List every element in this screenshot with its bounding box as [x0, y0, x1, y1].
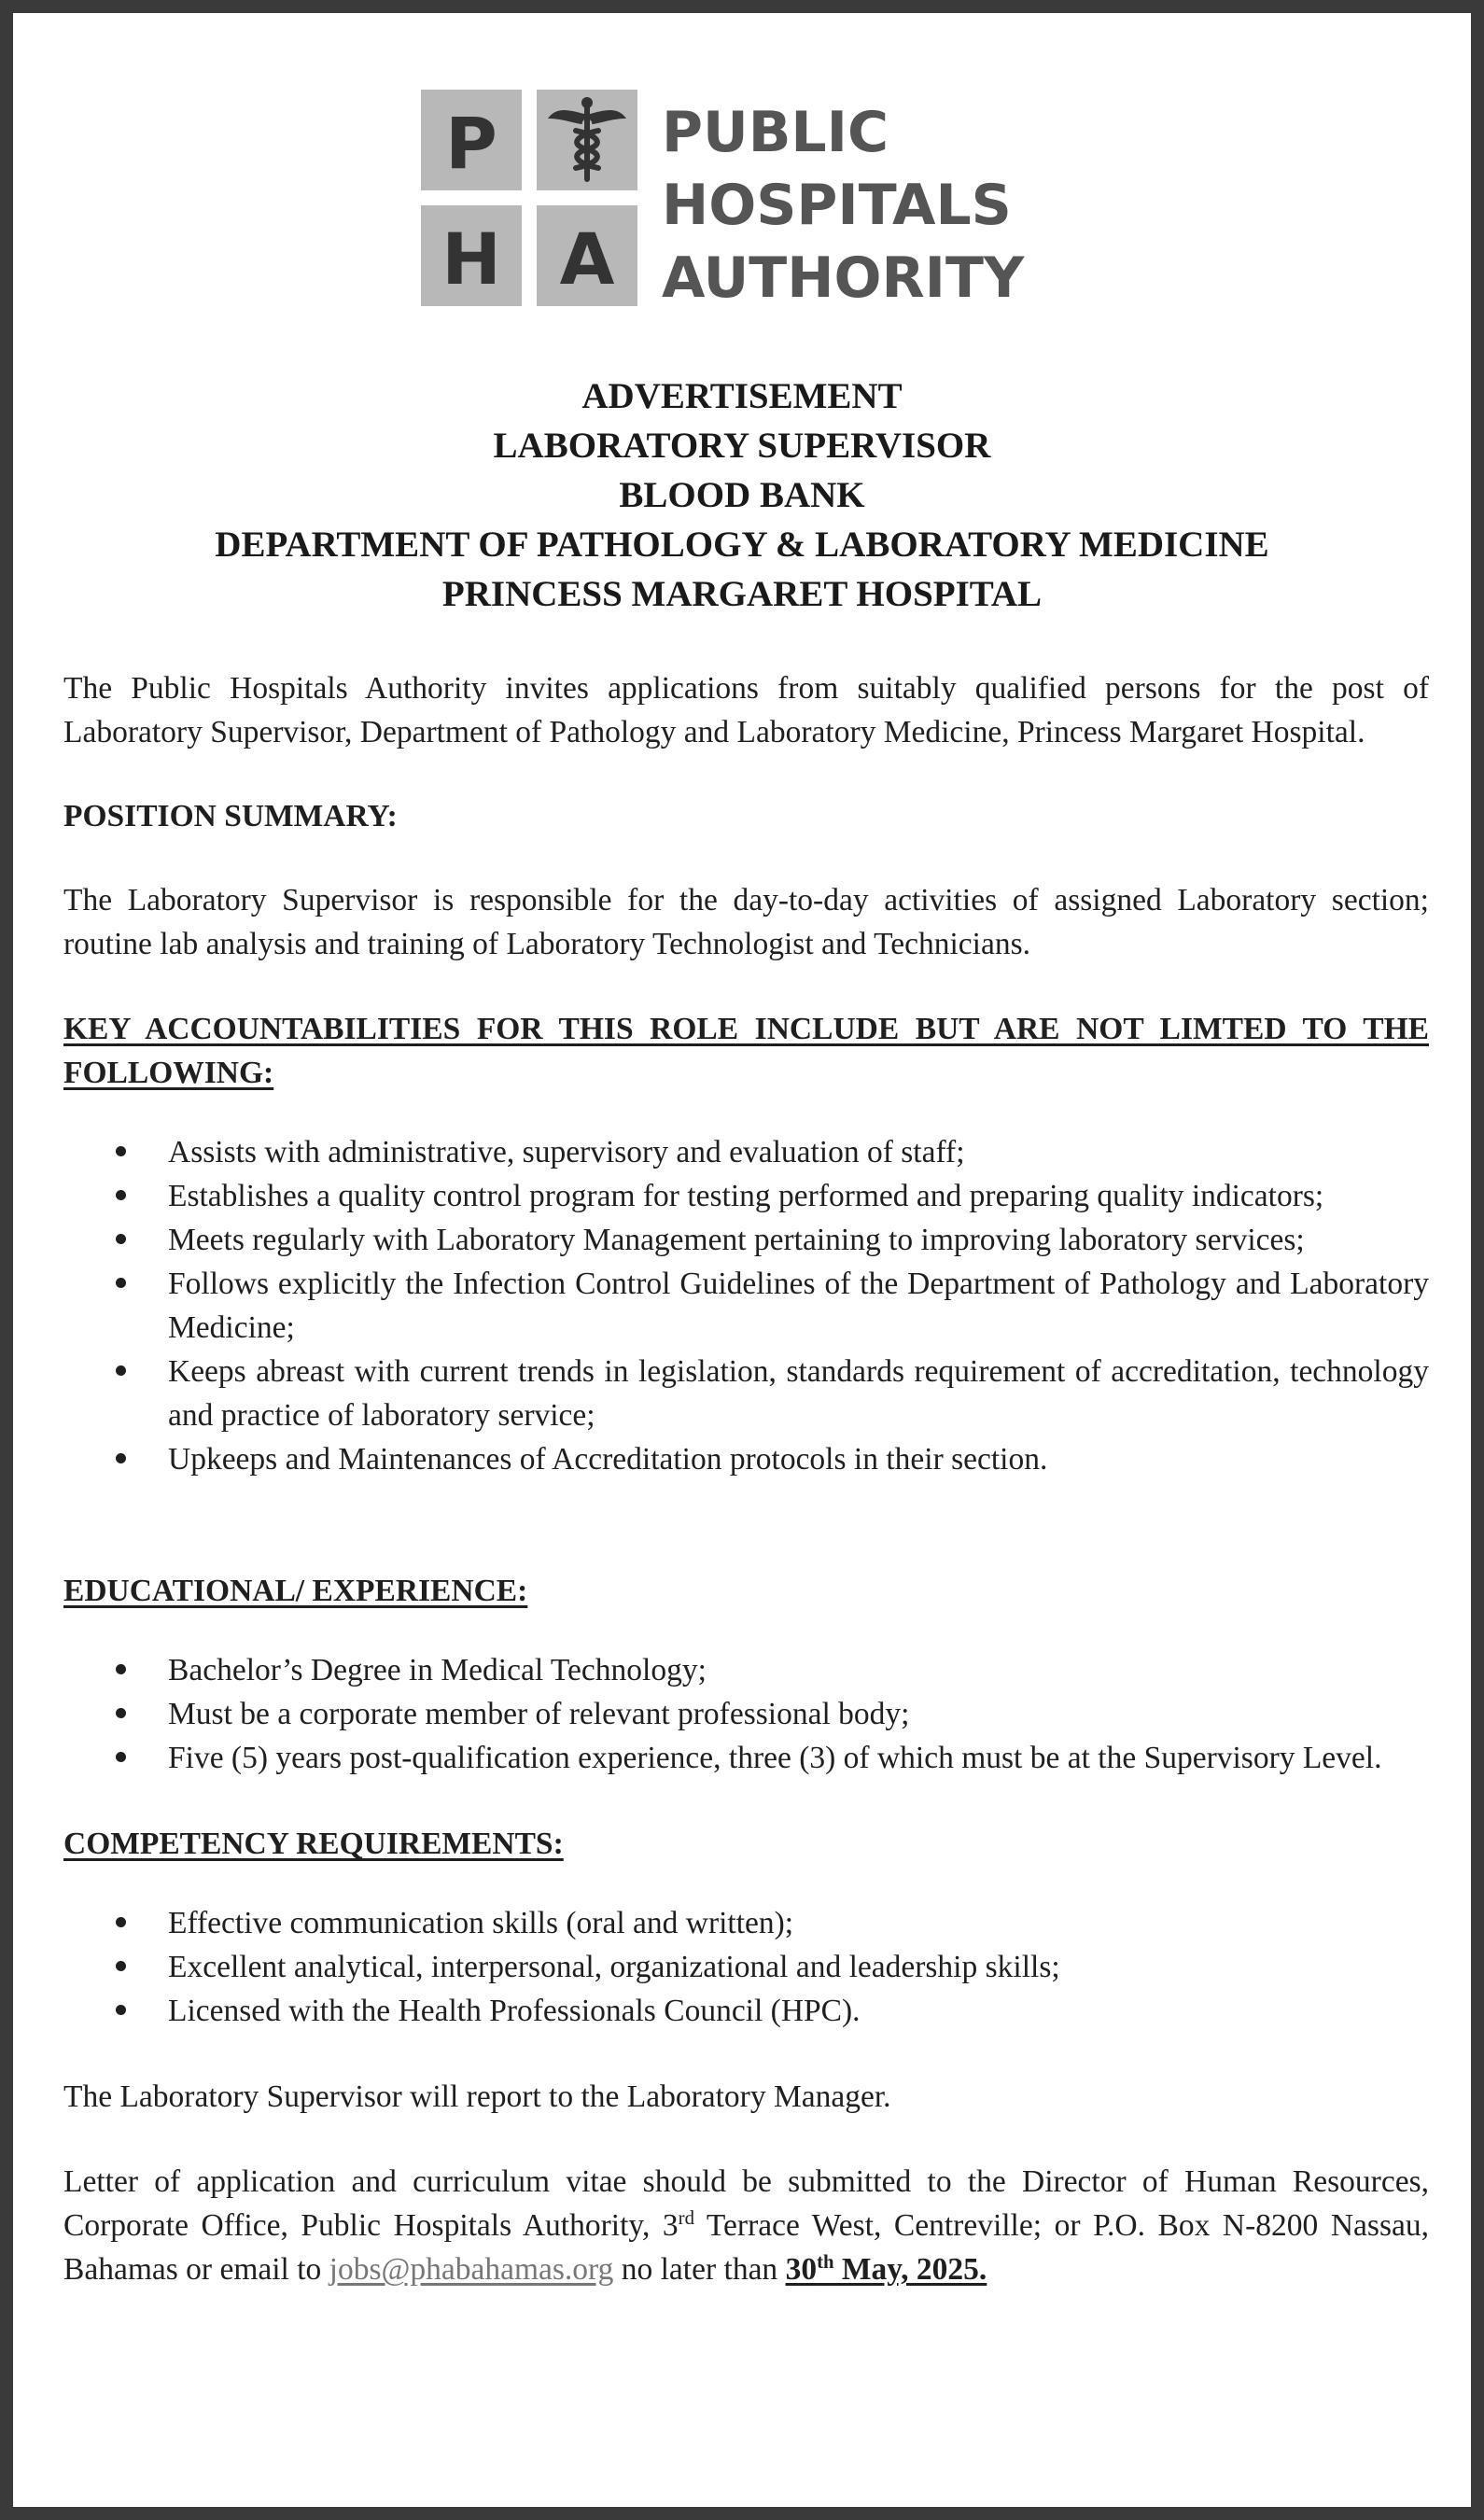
list-item: Assists with administrative, supervisory and evaluation of staff; [63, 1130, 1429, 1174]
list-item: Must be a corporate member of relevant professional body; [63, 1692, 1429, 1736]
position-summary-heading: POSITION SUMMARY: [63, 799, 398, 833]
header-advertisement: ADVERTISEMENT [581, 376, 903, 416]
email-link[interactable]: jobs@phabahamas.org [329, 2252, 614, 2287]
header-hospital: PRINCESS MARGARET HOSPITAL [441, 574, 1043, 614]
competency-heading: COMPETENCY REQUIREMENTS: [63, 1827, 564, 1861]
list-item: Follows explicitly the Infection Control Guidelines of the Department of Pathology and Laboratory Medicine; [63, 1262, 1429, 1350]
bullet-icon [116, 1190, 126, 1200]
bullet-icon [116, 1146, 126, 1156]
accountabilities-list [63, 1130, 1429, 1481]
logo-letter-p: P [445, 102, 497, 185]
bullet-icon [116, 1365, 126, 1376]
header-job-title: LABORATORY SUPERVISOR [493, 426, 991, 466]
list-item: Meets regularly with Laboratory Management pertaining to improving laboratory services; [63, 1218, 1429, 1262]
bullet-icon [116, 1708, 126, 1718]
list-item: Keeps abreast with current trends in legislation, standards requirement of accreditation, technology and practice of laboratory service; [63, 1350, 1429, 1437]
logo-text-authority: AUTHORITY [662, 245, 1025, 311]
education-list [63, 1648, 1429, 1780]
position-summary-text: The Laboratory Supervisor is responsible for the day-to-day activities of assigned Laboratory section; routine lab analysis and training of Laboratory Technologist and Technicians. [63, 883, 1429, 961]
bullet-icon [116, 2005, 126, 2015]
bullet-icon [116, 1453, 126, 1463]
bullet-icon [116, 1917, 126, 1927]
bullet-icon [116, 1961, 126, 1971]
logo-text-hospitals: HOSPITALS [662, 173, 1012, 238]
bullet-icon [116, 1752, 126, 1762]
intro-paragraph: The Public Hospitals Authority invites applications from suitably qualified persons for the post of Laboratory Supervisor, Department of Pathology and Laboratory Medicine, Princess Margaret Hospital. [63, 671, 1429, 749]
pha-logo-graphic [421, 90, 1112, 314]
list-item: Establishes a quality control program for testing performed and preparing quality indicators; [63, 1174, 1429, 1218]
header-section: BLOOD BANK [619, 475, 865, 515]
pha-logo [421, 90, 1112, 314]
application-instructions: Letter of application and curriculum vitae should be submitted to the Director of Human Resources, Corporate Office, Public Hospitals Authority, 3rd Terrace West, Centreville; or P.O. Box N-8200 Nassau, Bahamas or email to jobs@phabahamas.org no later than 30th May, 2025. [63, 2164, 1429, 2287]
logo-letter-a: A [559, 217, 615, 301]
advertisement-body [63, 666, 1429, 2291]
bullet-icon [116, 1664, 126, 1674]
header-department: DEPARTMENT OF PATHOLOGY & LABORATORY MEDICINE [215, 525, 1269, 565]
reporting-line: The Laboratory Supervisor will report to the Laboratory Manager. [63, 2079, 891, 2114]
list-item: Licensed with the Health Professionals Council (HPC). [63, 1989, 1429, 2033]
accountabilities-heading: KEY ACCOUNTABILITIES FOR THIS ROLE INCLUDE BUT ARE NOT LIMTED TO THE FOLLOWING: [63, 1012, 1429, 1090]
competency-list [63, 1901, 1429, 2033]
list-item: Five (5) years post-qualification experience, three (3) of which must be at the Supervisory Level. [63, 1736, 1429, 1780]
education-heading: EDUCATIONAL/ EXPERIENCE: [63, 1574, 528, 1608]
bullet-icon [116, 1278, 126, 1288]
list-item: Bachelor’s Degree in Medical Technology; [63, 1648, 1429, 1692]
logo-text-public: PUBLIC [662, 100, 889, 165]
bullet-icon [116, 1234, 126, 1244]
application-deadline: 30th May, 2025. [785, 2250, 987, 2287]
advertisement-header [50, 371, 1434, 619]
list-item: Upkeeps and Maintenances of Accreditation protocols in their section. [63, 1437, 1429, 1481]
logo-letter-h: H [441, 217, 501, 301]
list-item: Effective communication skills (oral and written); [63, 1901, 1429, 1945]
list-item: Excellent analytical, interpersonal, organizational and leadership skills; [63, 1945, 1429, 1989]
